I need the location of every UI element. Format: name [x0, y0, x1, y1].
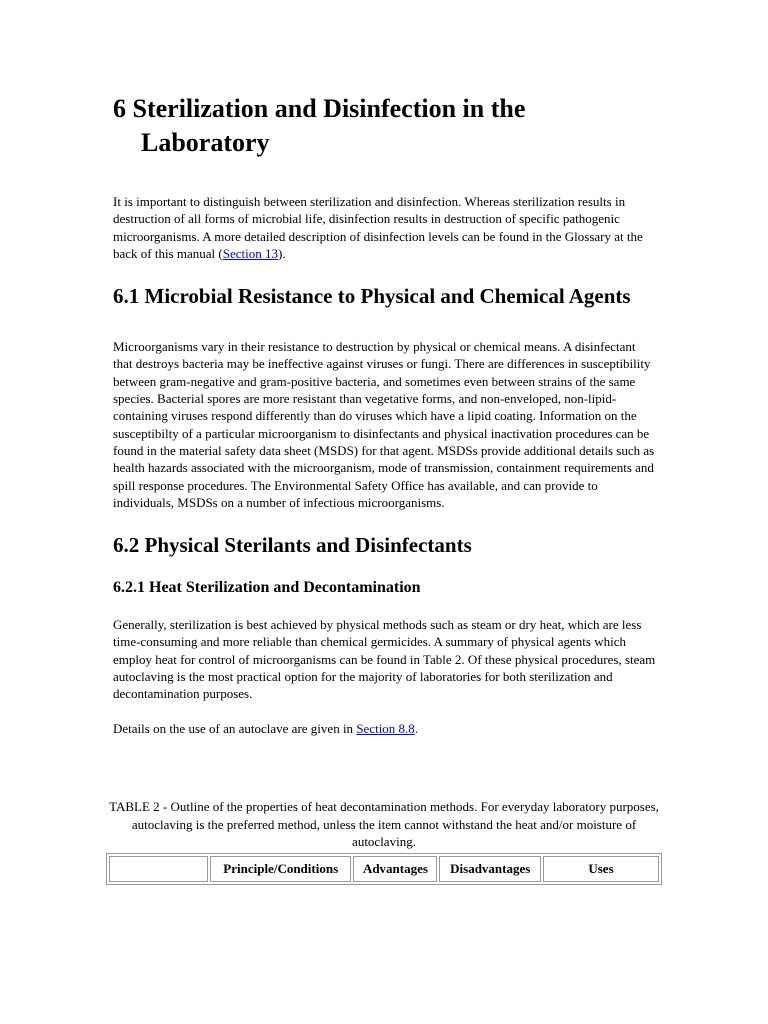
- section-13-link[interactable]: Section 13: [222, 245, 278, 261]
- section-6-1-heading: 6.1 Microbial Resistance to Physical and Chemical Agents: [113, 284, 631, 309]
- section-8-8-link[interactable]: Section 8.8: [356, 720, 415, 736]
- table-2-caption: TABLE 2 - Outline of the properties of heat decontamination methods. For everyday laboratory purposes, autoclaving is the preferred method, unless the item cannot withstand the heat and/or moisture of autoclaving.: [109, 799, 659, 849]
- page-title: 6 Sterilization and Disinfection in the Laboratory: [113, 94, 526, 157]
- intro-text: It is important to distinguish between sterilization and disinfection. Whereas sterilization results in destruction of all forms of microbial life, disinfection results in destruction of specific pathogenic microorganisms. A more detailed description of disinfection levels can be found in the Glossary at the back of this manual (: [113, 194, 643, 261]
- section-6-1-paragraph: Microorganisms vary in their resistance to destruction by physical or chemical means. A disinfectant that destroys bacteria may be ineffective against viruses or fungi. There are differences in susceptibility between gram-negative and gram-positive bacteria, and sometimes even between strains of the same species. Bacterial spores are more resistant than vegetative forms, and non-enveloped, non-lipid-containing viruses respond differently than do viruses which have a lipid coating. Information on the susceptibilty of a particular microorganism to disinfectants and physical inactivation procedures can be found in the material safety data sheet (MSDS) for that agent. MSDSs provide additional details such as health hazards associated with the microorganism, mode of transmission, containment requirements and spill response procedures. The Environmental Safety Office has available, and can provide to individuals, MSDSs on a number of infectious microorganisms.: [113, 339, 655, 510]
- table-header-disadvantages: Disadvantages: [439, 856, 541, 882]
- section-6-2-heading: 6.2 Physical Sterilants and Disinfectants: [113, 533, 472, 558]
- table-header-advantages: Advantages: [353, 856, 437, 882]
- table-header-blank: [109, 856, 208, 882]
- section-6-2-1-heading: 6.2.1 Heat Sterilization and Decontamination: [113, 579, 421, 597]
- autoclave-details-end: .: [414, 720, 419, 736]
- intro-paragraph: [113, 193, 658, 262]
- table-header-row: [109, 856, 659, 882]
- table-header-principle: Principle/Conditions: [210, 856, 351, 882]
- table-header-uses: Uses: [543, 856, 659, 882]
- intro-text-end: ).: [278, 245, 286, 261]
- document-page: [113, 0, 658, 737]
- heat-decontamination-table: [106, 853, 662, 885]
- section-6-2-1-paragraph: Generally, sterilization is best achieved by physical methods such as steam or dry heat, which are less time-consuming and more reliable than chemical germicides. A summary of physical agents which employ heat for control of microorganisms can be found in Table 2. Of these physical procedures, steam autoclaving is the most practical option for the majority of laboratories for both sterilization and decontamination purposes.: [113, 617, 656, 702]
- autoclave-details-paragraph: [113, 720, 658, 737]
- autoclave-details-text: Details on the use of an autoclave are given in: [113, 720, 357, 736]
